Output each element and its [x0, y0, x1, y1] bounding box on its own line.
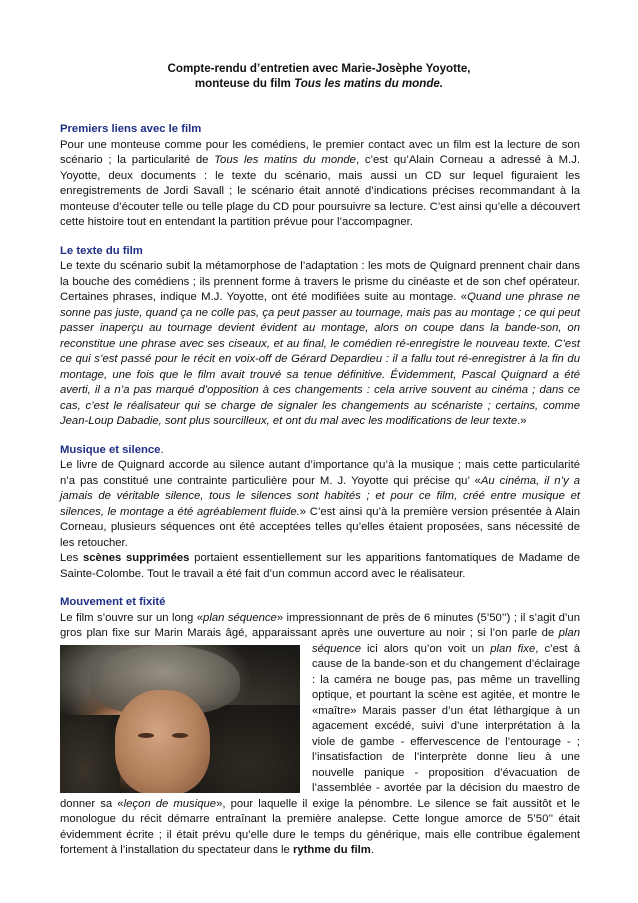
paragraph-text: .: [370, 844, 374, 856]
paragraph-text: portaient essentiellement sur les apparitions fantomatiques de Madame de Sainte-Colombe. Tout le travail a été fait d’un commun accord avec le réalisateur.: [60, 552, 580, 580]
quote-text: Quand une phrase ne sonne pas juste, quand ça ne colle pas, ça peut passer au tournage, mais pas au montage ; ce qui peut passer inaperçu au tournage devient évident au montage, alors on coupe dans la bande-son, on reconstitue une phrase avec ses ciseaux, et au final, le comédien ré-enregistre le nouveau texte. C’est ce qui s’est passé pour le récit en voix-off de Gérard Depardieu : il a fallu tout ré-enregistrer à la fin du montage, une fois que le film avait trouvé sa tenue définitive. Évidemment, Pascal Quignard a été averti, il a n’a pas marqué d’opposition à ces changements : cela arrive souvent au cinéma ; dans ce cas, c’est le réalisateur qui se charge de signaler les changements au scénariste ; certains, comme Jean-Loup Dabadie, sont plus sourcilleux, et ont du mal avec les modifications de leur texte: [60, 291, 581, 427]
italic-text: plan séquence: [203, 611, 277, 624]
section-mouvement-fixite: [60, 595, 580, 859]
paragraph-text: ici alors qu’on voit un: [361, 642, 491, 655]
heading-period: .: [160, 443, 164, 456]
document-title: [60, 61, 578, 91]
document-body: [60, 122, 580, 872]
italic-text: plan fixe: [490, 642, 536, 655]
bold-text: rythme du film: [292, 844, 371, 856]
paragraph-text: » impressionnant de près de 6 minutes (5’50’’) ; il s’agit d’un gros plan fixe sur Marin Marais âgé, apparaissant après une ouverture au noir ; si l’on parle de: [60, 611, 580, 639]
paragraph-text: », pour laquelle il exige la pénombre. Le silence se fait aussitôt et le monologue du récit démarre entraînant la première analepse. Cette longue amorce de 5’50’’ était évidemment écrite ; il était prévu qu’elle dure le temps du générique, mais elle contribue également fortement à l’installation du spectateur dans le: [60, 797, 580, 856]
paragraph-text: , c’est à cause de la bande-son et du changement d’éclairage : la caméra ne bouge pas, pas même un travelling optique, et pourtant la scène est agitée, et montre le «maître» Marais passer d’un état léthargique à un agacement excédé, suivi d’une interprétation à la viole de gambe - effervescence de l’entourage - ; l’insatisfaction de l’interprète donne lieu à une nouvelle panique - proposition d’évacuation de l’assemblée - avortée par la décision du maestro de donner sa «: [60, 642, 580, 810]
paragraph-text: Le film s’ouvre sur un long «: [60, 611, 204, 624]
title-line-1: Compte-rendu d’entretien avec Marie-Josèphe Yoyotte,: [167, 62, 471, 75]
title-line-2-prefix: monteuse du film: [194, 77, 295, 90]
italic-text: Tous les matins du monde: [214, 154, 356, 166]
section-heading: Musique et silence: [60, 443, 161, 456]
paragraph-text: , c’est qu’Alain Corneau a adressé à M.J. Yoyotte, deux documents : le texte du scénario, mais aussi un CD sur lequel figuraient les enregistrements de Jordi Savall ; le scénario était annoté d’indications précises recommandant à la monteuse d’écouter telle ou telle plage du CD pour poursuivre sa lecture. C’est ainsi qu’elle a découvert cette histoire tout en entendant la partition prévue pour l’accompagner.: [60, 154, 580, 228]
quote-text: Au cinéma, il n’y a jamais de véritable silence, tous le silences sont habités ; et pour ce film, créé entre musique et silences, le montage a été agréablement fluide.: [60, 474, 581, 518]
paragraph-text: Le livre de Quignard accorde au silence autant d’importance qu’à la musique ; mais cette particularité n’a pas constitué une contrainte particulière pour M. J. Yoyotte qui précise qu’ «: [60, 459, 580, 487]
paragraph-text: Le texte du scénario subit la métamorphose de l’adaptation : les mots de Quignard prennent chair dans la bouche des comédiens ; ils prennent forme à travers le prisme du cinéaste et de son chef opérateur. Certaines phrases, indique M.J. Yoyotte, ont été modifiées suite au montage. «: [60, 260, 580, 303]
italic-text: plan séquence: [312, 627, 580, 655]
paragraph-text: .»: [517, 415, 527, 427]
film-still-photo: [60, 645, 300, 793]
italic-text: leçon de musique: [123, 797, 217, 810]
paragraph-text: Pour une monteuse comme pour les comédiens, le premier contact avec un film est la lecture de son scénario ; la particularité de: [60, 138, 580, 166]
bold-text: scènes supprimées: [82, 552, 190, 564]
section-heading: Le texte du film: [60, 244, 143, 257]
section-premiers-liens: [60, 122, 580, 231]
section-musique-silence: [60, 443, 580, 583]
title-line-2: [60, 76, 578, 91]
section-heading: Premiers liens avec le film: [60, 123, 202, 135]
paragraph-text: » C’est ainsi qu’à la première version présentée à Alain Corneau, plusieurs séquences ont été acceptées telles qu’elles étaient proposées, sans nécessité de les retoucher.: [60, 505, 580, 549]
section-texte-du-film: [60, 244, 580, 430]
section-heading: Mouvement et fixité: [60, 596, 166, 608]
film-title: Tous les matins du monde.: [294, 77, 444, 90]
paragraph-text: Les: [60, 552, 83, 564]
